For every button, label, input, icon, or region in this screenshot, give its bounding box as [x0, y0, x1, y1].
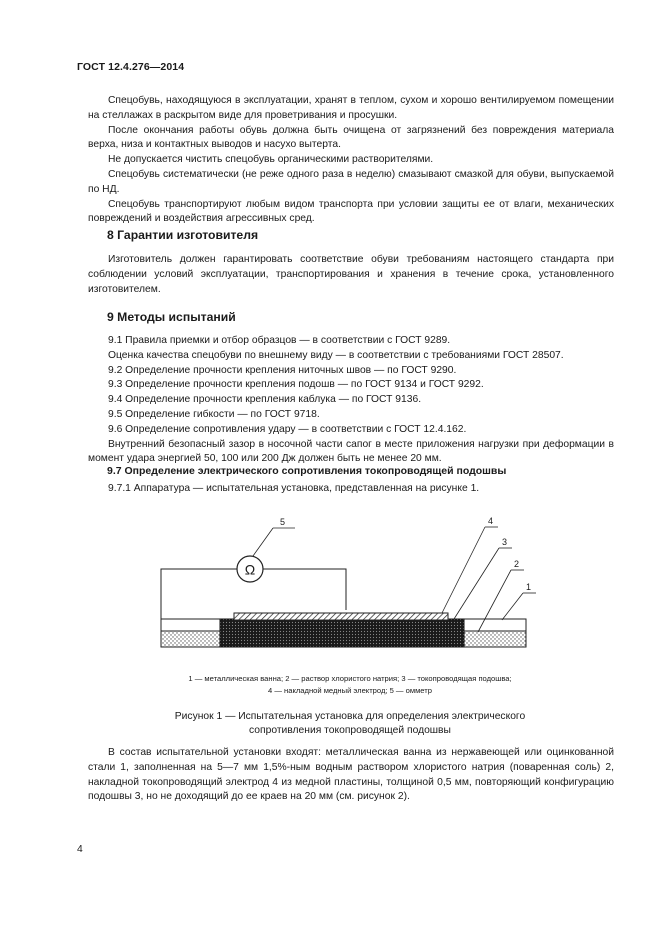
- list-item: 9.2 Определение прочности крепления ниточных швов — по ГОСТ 9290.: [108, 364, 457, 376]
- document-header: ГОСТ 12.4.276—2014: [77, 61, 185, 73]
- figure-legend: [140, 673, 560, 697]
- right-wire: [263, 569, 346, 610]
- list-item: 9.6 Определение сопротивления удару — в соответствии с ГОСТ 12.4.162.: [108, 423, 467, 435]
- subsection-9-7-title: 9.7 Определение электрического сопротивления токопроводящей подошвы: [107, 465, 507, 477]
- left-wire: [161, 569, 237, 620]
- section-8-text: Изготовитель должен гарантировать соответствие обуви требованиям настоящего стандарта при соблюдении условий эксплуатации, транспортирования и хранения в течение срока, установленного изготовителем.: [88, 254, 614, 295]
- composition-paragraph: В состав испытательной установки входят: металлическая ванна из нержавеющей или оцинкованной стали 1, заполненная на 5—7 мм 1,5%-ным водным раствором хлористого натрия (поваренная соль) 2, накладной токопроводящий электрод 4 из медной пластины, толщиной 0,5 мм, повторяющий конфигурацию подошвы 3, но не доходящий до ее краев на 20 мм (см. рисунок 2).: [88, 747, 614, 803]
- subsection-9-7-1-text: 9.7.1 Аппаратура — испытательная установка, представленная на рисунке 1.: [108, 483, 480, 494]
- section-8-title: 8 Гарантии изготовителя: [107, 228, 259, 242]
- solvent-paragraph: Не допускается чистить спецобувь органическими растворителями.: [108, 154, 434, 166]
- conductive-sole: [220, 619, 464, 647]
- label-3: 3: [502, 537, 508, 547]
- list-item: Оценка качества спецобуви по внешнему виду — в соответствии с требованиями ГОСТ 28507.: [108, 349, 564, 361]
- section-9-title: 9 Методы испытаний: [107, 310, 236, 324]
- list-item: 9.4 Определение прочности крепления каблука — по ГОСТ 9136.: [108, 394, 422, 406]
- copper-electrode: [234, 613, 448, 620]
- caption-line: сопротивления токопроводящей подошвы: [249, 725, 451, 736]
- list-item: 9.3 Определение прочности крепления подошв — по ГОСТ 9134 и ГОСТ 9292.: [108, 379, 484, 391]
- test-setup-figure: [150, 510, 540, 660]
- label-4: 4: [488, 516, 494, 526]
- section-9-list: [88, 334, 614, 467]
- storage-section: [88, 94, 614, 227]
- legend-line: 4 — накладной медный электрод; 5 — омметр: [268, 686, 432, 695]
- page-number: 4: [77, 844, 83, 855]
- caption-line: Рисунок 1 — Испытательная установка для определения электрического: [174, 711, 526, 722]
- impact-text: Внутренний безопасный зазор в носочной части сапог в месте приложения нагрузки при деформации в момент удара энергией 50, 100 или 200 Дж должен быть не менее 20 мм.: [88, 438, 614, 465]
- lubrication-paragraph: Спецобувь систематически (не реже одного раза в неделю) смазывают смазкой для обуви, выпускаемой по НД.: [88, 168, 614, 195]
- label-5: 5: [280, 517, 286, 527]
- cleaning-paragraph: После окончания работы обувь должна быть очищена от загрязнений без повреждения материала верха, низа и контактных выводов и насухо вытерта.: [88, 124, 614, 151]
- label-2: 2: [514, 559, 520, 569]
- transport-paragraph: Спецобувь транспортируют любым видом транспорта при условии защиты ее от влаги, механических повреждений и воздействия агрессивных сред.: [88, 198, 614, 225]
- figure-caption: [150, 710, 550, 738]
- list-item: 9.5 Определение гибкости — по ГОСТ 9718.: [108, 408, 320, 420]
- ohmmeter: [237, 556, 263, 582]
- list-item: 9.1 Правила приемки и отбор образцов — в соответствии с ГОСТ 9289.: [108, 335, 451, 346]
- legend-line: 1 — металлическая ванна; 2 — раствор хлористого натрия; 3 — токопроводящая подошва;: [188, 674, 512, 683]
- storage-paragraph: Спецобувь, находящуюся в эксплуатации, хранят в теплом, сухом и хорошо вентилируемом помещении на стеллажах в раскрытом виде для проветривания и просушки.: [88, 95, 614, 121]
- label-1: 1: [526, 582, 532, 592]
- ohm-symbol: Ω: [244, 561, 256, 578]
